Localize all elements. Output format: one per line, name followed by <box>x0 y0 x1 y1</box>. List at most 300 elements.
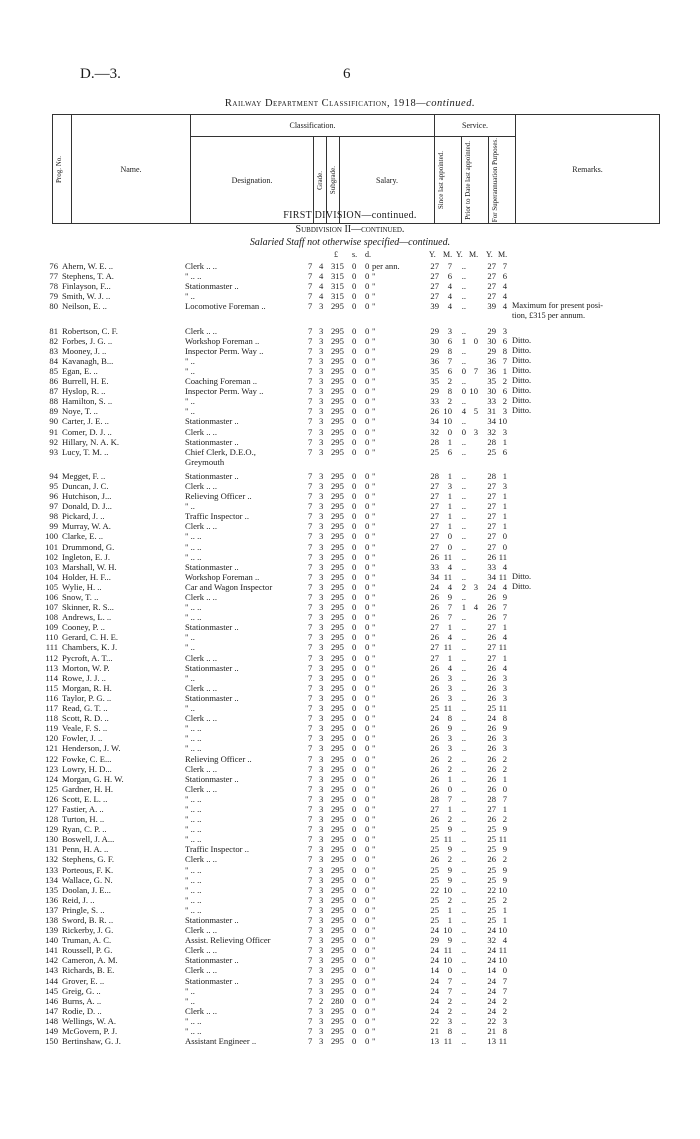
cell-super-months: 3 <box>502 406 507 417</box>
header-for-super: For Superannuation Purposes. <box>489 137 516 224</box>
cell-prog-no: 122 <box>45 753 58 764</box>
cell-salary-pounds: 295 <box>331 632 344 643</box>
cell-super-months: 2 <box>502 1005 507 1016</box>
cell-salary-pounds: 295 <box>331 1005 344 1016</box>
cell-prog-no: 113 <box>45 662 58 673</box>
cell-name: Kavanagh, B... <box>62 355 114 366</box>
cell-designation: " .. <box>185 501 195 512</box>
cell-super-years: 26 <box>487 763 496 774</box>
cell-since-years: 24 <box>430 1005 439 1016</box>
cell-name: Fowler, J. .. <box>62 733 103 744</box>
cell-subgrade: 3 <box>319 376 324 387</box>
cell-prior-years: .. <box>461 521 466 532</box>
cell-designation: Clerk .. .. <box>185 945 217 956</box>
cell-subgrade: 3 <box>319 581 324 592</box>
cell-super-months: 9 <box>502 864 507 875</box>
table-row <box>0 814 700 824</box>
cell-remarks: Ditto. <box>512 581 532 591</box>
cell-super-months: 7 <box>502 975 507 986</box>
cell-subgrade: 3 <box>319 470 324 481</box>
cell-name: Carter, J. E. .. <box>62 416 109 427</box>
cell-designation: Stationmaster .. <box>185 281 239 292</box>
cell-prog-no: 98 <box>49 511 58 522</box>
header-classification: Classification. <box>191 115 435 137</box>
cell-salary-pounds: 295 <box>331 602 344 613</box>
cell-since-years: 26 <box>430 723 439 734</box>
cell-prog-no: 93 <box>49 446 58 457</box>
cell-salary-period: " <box>372 713 376 724</box>
cell-grade: 7 <box>308 955 313 966</box>
table-row <box>0 986 700 996</box>
cell-prior-years: .. <box>461 291 466 302</box>
cell-grade: 7 <box>308 814 313 825</box>
cell-since-months: 8 <box>447 713 452 724</box>
table-row <box>0 376 700 386</box>
table-row <box>0 642 700 652</box>
cell-name: Greig, G. .. <box>62 985 101 996</box>
cell-super-years: 27 <box>487 511 496 522</box>
cell-salary-period: " <box>372 571 376 582</box>
cell-designation: Stationmaster .. <box>185 692 239 703</box>
cell-since-months: 9 <box>447 864 452 875</box>
cell-name: Fastier, A. .. <box>62 803 104 814</box>
cell-prior-years: .. <box>461 531 466 542</box>
cell-subgrade: 3 <box>319 844 324 855</box>
cell-prior-years: .. <box>461 733 466 744</box>
cell-super-years: 25 <box>487 864 496 875</box>
cell-prog-no: 96 <box>49 491 58 502</box>
cell-designation: " .. .. <box>185 1026 202 1037</box>
cell-prior-months: 3 <box>473 581 478 592</box>
cell-super-years: 26 <box>487 733 496 744</box>
cell-prior-years: .. <box>461 436 466 447</box>
cell-salary-pounds: 295 <box>331 480 344 491</box>
cell-designation: " .. .. <box>185 602 202 613</box>
cell-super-years: 26 <box>487 682 496 693</box>
cell-grade: 7 <box>308 662 313 673</box>
cell-since-months: 1 <box>447 652 452 663</box>
cell-designation: Coaching Foreman .. <box>185 376 258 387</box>
cell-salary-pounds: 295 <box>331 355 344 366</box>
table-row <box>0 491 700 501</box>
cell-salary-pounds: 295 <box>331 925 344 936</box>
cell-prog-no: 92 <box>49 436 58 447</box>
cell-super-years: 26 <box>487 672 496 683</box>
cell-name: Scott, E. L. .. <box>62 793 108 804</box>
cell-salary-pence: 0 <box>365 345 370 356</box>
unit-shillings: s. <box>352 250 358 259</box>
cell-salary-shillings: 0 <box>352 335 357 346</box>
cell-grade: 7 <box>308 793 313 804</box>
cell-since-years: 35 <box>430 376 439 387</box>
cell-since-years: 27 <box>430 291 439 302</box>
cell-prior-years: .. <box>461 773 466 784</box>
cell-salary-shillings: 0 <box>352 1005 357 1016</box>
cell-super-months: 2 <box>502 854 507 865</box>
cell-remarks: Ditto. <box>512 406 532 416</box>
cell-prior-years: .. <box>461 834 466 845</box>
cell-since-years: 26 <box>430 854 439 865</box>
cell-since-years: 25 <box>430 703 439 714</box>
cell-designation: " .. .. <box>185 733 202 744</box>
cell-subgrade: 2 <box>319 995 324 1006</box>
cell-super-years: 26 <box>487 662 496 673</box>
cell-subgrade: 3 <box>319 396 324 407</box>
cell-salary-period: " <box>372 834 376 845</box>
cell-since-years: 28 <box>430 793 439 804</box>
cell-salary-shillings: 0 <box>352 325 357 336</box>
cell-prog-no: 79 <box>49 291 58 302</box>
cell-since-years: 27 <box>430 491 439 502</box>
cell-salary-shillings: 0 <box>352 824 357 835</box>
cell-since-months: 8 <box>447 386 452 397</box>
cell-since-months: 11 <box>443 1036 452 1047</box>
table-row <box>0 834 700 844</box>
table-row <box>0 291 700 301</box>
unit-months-3: M. <box>498 250 508 259</box>
cell-salary-pounds: 295 <box>331 894 344 905</box>
cell-name: Marshall, W. H. <box>62 561 117 572</box>
cell-super-months: 4 <box>502 281 507 292</box>
cell-since-years: 25 <box>430 894 439 905</box>
cell-super-months: 1 <box>502 470 507 481</box>
header-prior-to: Prior to Date last appointed. <box>462 137 489 224</box>
cell-salary-shillings: 0 <box>352 406 357 417</box>
cell-grade: 7 <box>308 682 313 693</box>
cell-prog-no: 101 <box>45 541 58 552</box>
cell-subgrade: 3 <box>319 592 324 602</box>
cell-grade: 7 <box>308 884 313 895</box>
cell-subgrade: 3 <box>319 884 324 895</box>
cell-super-years: 26 <box>487 632 496 643</box>
cell-since-years: 24 <box>430 985 439 996</box>
cell-super-months: 1 <box>502 436 507 447</box>
cell-super-years: 27 <box>487 652 496 663</box>
table-row <box>0 356 700 366</box>
table-row <box>0 774 700 784</box>
cell-super-years: 27 <box>487 803 496 814</box>
cell-super-years: 26 <box>487 753 496 764</box>
cell-salary-period: " <box>372 753 376 764</box>
cell-grade: 7 <box>308 642 313 653</box>
cell-salary-period: " <box>372 355 376 366</box>
cell-super-years: 30 <box>487 335 496 346</box>
cell-remarks: Ditto. <box>512 345 532 355</box>
title-main: Railway Department Classification, 1918 <box>224 98 417 109</box>
cell-since-months: 2 <box>447 376 452 387</box>
cell-salary-pence: 0 <box>365 733 370 744</box>
cell-salary-period: " <box>372 521 376 532</box>
cell-since-months: 1 <box>447 904 452 915</box>
cell-salary-pence: 0 <box>365 571 370 582</box>
cell-since-years: 24 <box>430 925 439 936</box>
cell-salary-shillings: 0 <box>352 783 357 794</box>
cell-salary-shillings: 0 <box>352 915 357 925</box>
unit-years-2: Y. <box>456 250 463 259</box>
cell-salary-pence: 0 <box>365 376 370 387</box>
cell-subgrade: 3 <box>319 446 324 457</box>
cell-salary-shillings: 0 <box>352 975 357 986</box>
cell-since-years: 35 <box>430 365 439 376</box>
cell-since-months: 2 <box>447 854 452 865</box>
page-number: 6 <box>343 66 351 82</box>
cell-name: Megget, F. .. <box>62 470 106 481</box>
cell-designation: " .. .. <box>185 904 202 915</box>
cell-since-months: 1 <box>447 773 452 784</box>
cell-subgrade: 3 <box>319 386 324 397</box>
cell-super-years: 26 <box>487 551 496 562</box>
cell-designation: " .. .. <box>185 834 202 845</box>
cell-salary-period: " <box>372 612 376 623</box>
cell-grade: 7 <box>308 521 313 532</box>
cell-super-years: 29 <box>487 345 496 356</box>
cell-since-years: 25 <box>430 834 439 845</box>
cell-prior-months: 4 <box>473 602 478 613</box>
cell-since-months: 2 <box>447 763 452 774</box>
cell-since-months: 1 <box>447 491 452 502</box>
cell-salary-pounds: 295 <box>331 844 344 855</box>
cell-grade: 7 <box>308 541 313 552</box>
cell-prior-months: 0 <box>473 335 478 346</box>
cell-designation: " .. .. <box>185 612 202 623</box>
cell-subgrade: 3 <box>319 773 324 784</box>
header-prog-no: Prog. No. <box>53 115 72 224</box>
cell-super-years: 32 <box>487 935 496 946</box>
cell-salary-pence: 0 <box>365 480 370 491</box>
cell-salary-shillings: 0 <box>352 301 357 312</box>
cell-salary-pence: 0 <box>365 773 370 784</box>
cell-prior-years: .. <box>461 396 466 407</box>
cell-salary-pence: 0 <box>365 874 370 885</box>
cell-prior-years: .. <box>461 261 466 271</box>
cell-name: Pringle, S. .. <box>62 904 105 915</box>
cell-prog-no: 76 <box>49 261 58 271</box>
cell-salary-pence: 0 <box>365 491 370 502</box>
cell-salary-shillings: 0 <box>352 1036 357 1047</box>
cell-designation: Stationmaster .. <box>185 975 239 986</box>
cell-name: Veale, F. S. .. <box>62 723 108 734</box>
cell-prior-years: .. <box>461 713 466 724</box>
cell-prior-years: 1 <box>461 602 466 613</box>
cell-salary-pence: 0 <box>365 355 370 366</box>
cell-name: Roussell, P. G. <box>62 945 113 956</box>
cell-prog-no: 124 <box>45 773 58 784</box>
cell-grade: 7 <box>308 935 313 946</box>
cell-grade: 7 <box>308 975 313 986</box>
cell-name: Lowry, H. D... <box>62 763 112 774</box>
cell-salary-period: " <box>372 581 376 592</box>
cell-since-years: 22 <box>430 1015 439 1026</box>
cell-salary-period: " <box>372 531 376 542</box>
cell-since-months: 10 <box>443 925 452 936</box>
cell-salary-shillings: 0 <box>352 602 357 613</box>
cell-prog-no: 104 <box>45 571 58 582</box>
cell-grade: 7 <box>308 511 313 522</box>
cell-super-months: 8 <box>502 1026 507 1037</box>
cell-super-years: 33 <box>487 561 496 572</box>
cell-salary-pounds: 295 <box>331 1015 344 1026</box>
cell-super-months: 1 <box>502 622 507 633</box>
cell-salary-period: " <box>372 985 376 996</box>
cell-since-years: 26 <box>430 592 439 602</box>
cell-designation: Stationmaster .. <box>185 662 239 673</box>
cell-grade: 7 <box>308 1036 313 1047</box>
cell-subgrade: 3 <box>319 1036 324 1047</box>
cell-since-years: 24 <box>430 995 439 1006</box>
cell-since-months: 11 <box>443 703 452 714</box>
cell-salary-pounds: 295 <box>331 773 344 784</box>
cell-designation: " .. .. <box>185 894 202 905</box>
cell-grade: 7 <box>308 632 313 643</box>
cell-subgrade: 3 <box>319 723 324 734</box>
header-remarks: Remarks. <box>516 115 660 224</box>
cell-super-years: 24 <box>487 995 496 1006</box>
cell-prior-years: .. <box>461 1026 466 1037</box>
cell-since-years: 29 <box>430 386 439 397</box>
cell-super-years: 14 <box>487 965 496 976</box>
cell-salary-pounds: 295 <box>331 491 344 502</box>
cell-salary-pence: 0 <box>365 995 370 1006</box>
cell-salary-pence: 0 <box>365 426 370 437</box>
cell-salary-pence: 0 <box>365 602 370 613</box>
cell-prior-years: .. <box>461 864 466 875</box>
cell-super-months: 1 <box>502 773 507 784</box>
cell-prog-no: 128 <box>45 814 58 825</box>
cell-since-months: 4 <box>447 632 452 643</box>
cell-salary-pence: 0 <box>365 723 370 734</box>
cell-salary-shillings: 0 <box>352 622 357 633</box>
cell-salary-period: " <box>372 652 376 663</box>
cell-since-years: 30 <box>430 335 439 346</box>
cell-super-years: 27 <box>487 622 496 633</box>
cell-designation: Clerk .. .. <box>185 925 217 936</box>
cell-salary-period: " <box>372 406 376 417</box>
cell-salary-pounds: 295 <box>331 965 344 976</box>
cell-since-months: 6 <box>447 335 452 346</box>
cell-grade: 7 <box>308 325 313 336</box>
cell-salary-pence: 0 <box>365 955 370 966</box>
cell-since-months: 1 <box>447 436 452 447</box>
cell-prior-years: .. <box>461 763 466 774</box>
cell-salary-shillings: 0 <box>352 894 357 905</box>
cell-salary-period: " <box>372 925 376 936</box>
cell-salary-pence: 0 <box>365 622 370 633</box>
staff-heading: Salaried Staff not otherwise specified—continued. <box>249 237 451 248</box>
cell-designation: Clerk .. .. <box>185 426 217 437</box>
cell-prog-no: 126 <box>45 793 58 804</box>
cell-prior-years: .. <box>461 723 466 734</box>
cell-prior-years: .. <box>461 955 466 966</box>
cell-subgrade: 3 <box>319 763 324 774</box>
cell-since-years: 29 <box>430 345 439 356</box>
cell-salary-pounds: 295 <box>331 672 344 683</box>
cell-super-months: 4 <box>502 561 507 572</box>
cell-prior-years: .. <box>461 884 466 895</box>
cell-salary-pounds: 295 <box>331 551 344 562</box>
cell-prog-no: 123 <box>45 763 58 774</box>
cell-since-years: 26 <box>430 662 439 673</box>
cell-since-months: 7 <box>447 612 452 623</box>
cell-grade: 7 <box>308 1015 313 1026</box>
cell-designation: Inspector Perm. Way .. <box>185 386 264 397</box>
cell-salary-pence: 0 <box>365 531 370 542</box>
cell-prog-no: 110 <box>45 632 58 643</box>
cell-prior-years: .. <box>461 1036 466 1047</box>
cell-remarks: Ditto. <box>512 335 532 345</box>
cell-salary-shillings: 0 <box>352 864 357 875</box>
cell-prior-years: .. <box>461 824 466 835</box>
cell-salary-pence: 0 <box>365 436 370 447</box>
cell-grade: 7 <box>308 844 313 855</box>
cell-subgrade: 3 <box>319 713 324 724</box>
cell-salary-pounds: 295 <box>331 612 344 623</box>
cell-salary-pounds: 295 <box>331 511 344 522</box>
cell-grade: 7 <box>308 386 313 397</box>
cell-prog-no: 137 <box>45 904 58 915</box>
cell-salary-period: " <box>372 662 376 673</box>
cell-name: Wylie, H. .. <box>62 581 102 592</box>
cell-name: Hillary, N. A. K. <box>62 436 119 447</box>
cell-designation: Stationmaster .. <box>185 561 239 572</box>
cell-super-months: 4 <box>502 291 507 302</box>
cell-grade: 7 <box>308 291 313 302</box>
cell-salary-period: " <box>372 541 376 552</box>
cell-super-years: 25 <box>487 915 496 925</box>
cell-grade: 7 <box>308 803 313 814</box>
cell-name: Richards, B. E. <box>62 965 115 976</box>
cell-super-months: 8 <box>502 713 507 724</box>
table-row <box>0 713 700 723</box>
cell-salary-period: " <box>372 814 376 825</box>
table-row <box>0 301 700 311</box>
cell-super-years: 25 <box>487 824 496 835</box>
cell-grade: 7 <box>308 446 313 457</box>
cell-subgrade: 3 <box>319 531 324 542</box>
cell-grade: 7 <box>308 281 313 292</box>
cell-grade: 7 <box>308 345 313 356</box>
cell-prior-years: .. <box>461 325 466 336</box>
cell-subgrade: 3 <box>319 406 324 417</box>
cell-subgrade: 3 <box>319 824 324 835</box>
cell-designation: " .. .. <box>185 723 202 734</box>
cell-salary-shillings: 0 <box>352 703 357 714</box>
cell-salary-pounds: 295 <box>331 723 344 734</box>
cell-super-months: 11 <box>498 642 507 653</box>
cell-name: Clarke, E. .. <box>62 531 104 542</box>
cell-designation: Relieving Officer .. <box>185 491 252 502</box>
cell-since-years: 32 <box>430 426 439 437</box>
cell-salary-pence: 0 <box>365 386 370 397</box>
table-row <box>0 663 700 673</box>
cell-super-months: 6 <box>502 386 507 397</box>
cell-super-years: 26 <box>487 854 496 865</box>
cell-salary-shillings: 0 <box>352 723 357 734</box>
table-row <box>0 311 700 321</box>
cell-since-months: 2 <box>447 814 452 825</box>
cell-salary-shillings: 0 <box>352 612 357 623</box>
cell-prog-no: 86 <box>49 376 58 387</box>
header-since-last: Since last appointed. <box>435 137 462 224</box>
cell-super-months: 4 <box>502 662 507 673</box>
cell-grade: 7 <box>308 1005 313 1016</box>
table-row <box>0 955 700 965</box>
cell-salary-shillings: 0 <box>352 995 357 1006</box>
cell-super-months: 6 <box>502 335 507 346</box>
cell-salary-shillings: 0 <box>352 985 357 996</box>
cell-salary-pounds: 295 <box>331 733 344 744</box>
cell-salary-pence: 0 <box>365 511 370 522</box>
cell-salary-period: " <box>372 894 376 905</box>
